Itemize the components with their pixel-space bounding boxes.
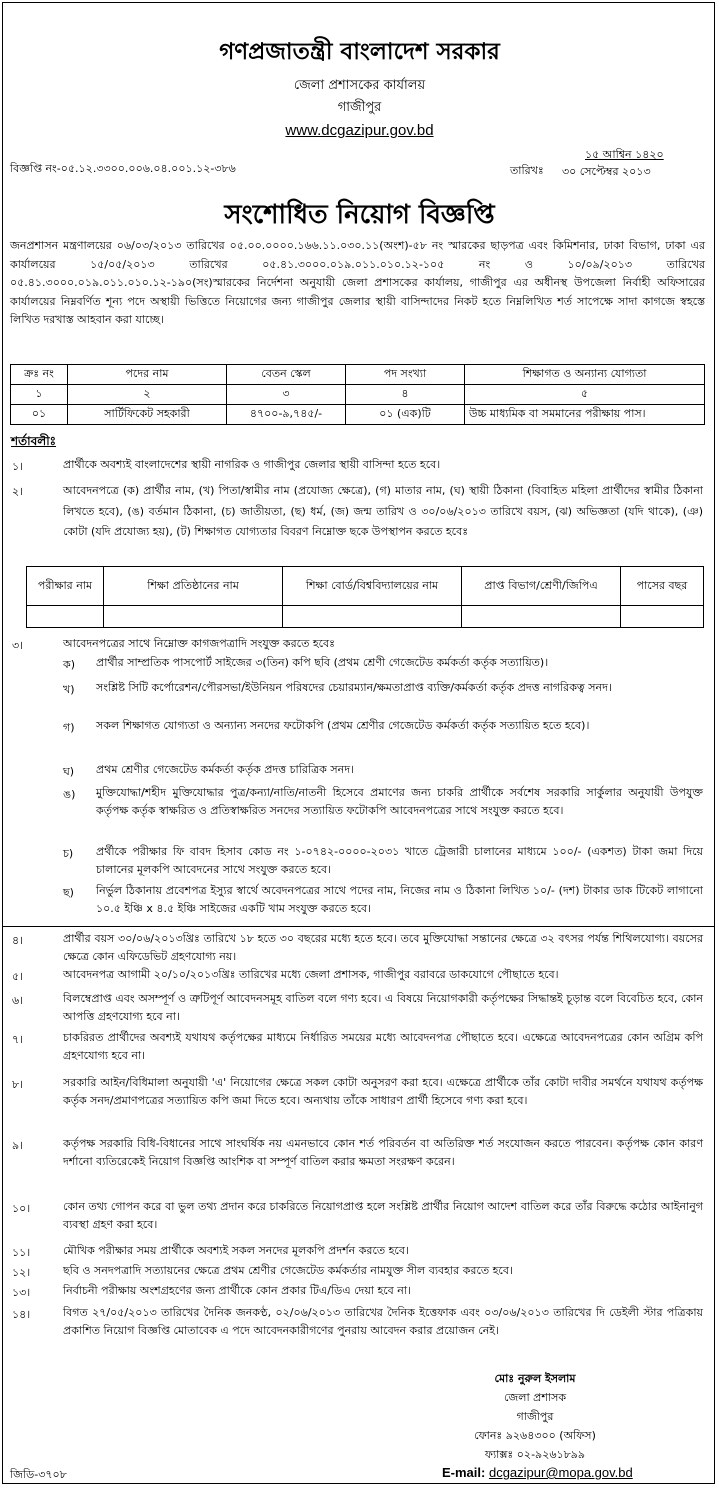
table-header-row bbox=[27, 567, 704, 606]
table-cell: ৩ bbox=[227, 385, 346, 405]
reference-number: বিজ্ঞপ্তি নং-০৫.১২.৩৩০০.০০৬.০৪.০০১.১২-৩৮৬ bbox=[10, 162, 236, 175]
signatory-name: মোঃ নুরুল ইসলাম bbox=[494, 1372, 576, 1385]
table-header-cell: প্রাপ্ত বিভাগ/শ্রেণী/জিপিএ bbox=[462, 567, 621, 606]
table-cell: ০১ (এক)টি bbox=[346, 405, 465, 425]
table-header-cell: পরীক্ষার নাম bbox=[27, 567, 104, 606]
term-text: বিগত ২৭/০৫/২০১৩ তারিখের দৈনিক জনকণ্ঠ, ০২/০৬/২০১৩ তারিখের দৈনিক ইত্তেফাক এবং ০৩/০৬/২০১৩ তারিখের দি ডেইলী স্টার পত্রিকায় প্রকাশিত নিয়োগ বিজ্ঞপ্তি মোতাবেক এ পদে আবেদনকারীগণের পুনরায় আবেদন করার প্রয়োজন নেই। bbox=[63, 1306, 703, 1337]
term-text: বিলম্বেপ্রাপ্ত এবং অসম্পূর্ণ ও ত্রুটিপূর্ণ আবেদনসমূহ বাতিল বলে গণ্য হবে। এ বিষয়ে নিয়োগকারী কর্তৃপক্ষের সিদ্ধান্তই চূড়ান্ত বলে বিবেচিত হবে, কোন আপত্তি গ্রহণযোগ্য হবে না। bbox=[63, 992, 703, 1023]
divider bbox=[2, 926, 715, 927]
website-link[interactable]: www.dcgazipur.gov.bd bbox=[285, 122, 434, 139]
term-number: ৫। bbox=[12, 970, 24, 983]
table-header-cell: পদ সংখ্যা bbox=[346, 365, 465, 385]
document-text: সংশ্লিষ্ট সিটি কর্পোরেশন/পৌরসভা/ইউনিয়ন পরিষদের চেয়ারম্যান/ক্ষমতাপ্রাপ্ত ব্যক্তি/কর্মকর্তা কর্তৃক প্রদত্ত নাগরিকত্ব সনদ। bbox=[96, 681, 612, 694]
table-cell: সার্টিফিকেট সহকারী bbox=[68, 405, 227, 425]
table-number-row bbox=[11, 385, 705, 405]
term-text: প্রার্থীকে অবশ্যই বাংলাদেশের স্থায়ী নাগরিক ও গাজীপুর জেলার স্থায়ী বাসিন্দা হতে হবে। bbox=[63, 458, 441, 471]
signatory-phone: ফোনঃ ৯২৬৪৩০০ (অফিস) bbox=[474, 1429, 596, 1442]
document-number: ছ) bbox=[63, 886, 74, 899]
table-row bbox=[11, 405, 705, 425]
education-table bbox=[26, 566, 704, 628]
intro-paragraph: জনপ্রশাসন মন্ত্রণালয়ের ০৬/০৩/২০১৩ তারিখের ০৫.০০.০০০০.১৬৬.১১.০৩০.১১(অংশ)-৫৮ নং স্মারকের ছাড়পত্র এবং কিমিশনার, ঢাকা বিভাগ, ঢাকা এর কার্যালয়ের ১৫/০৫/২০১৩ তারিখের ০৫.৪১.৩০০০.০১৯.০১১.০১০.১২-১০৫ নং ও ১০/০৯/২০১৩ তারিখের ০৫.৪১.৩০০০.০১৯.০১১.০১০.১২-১৯০(সং)স্মারকের নির্দেশনা অনুযায়ী জেলা প্রশাসকের কার্যালয়, গাজীপুর এর অধীনস্থ উপজেলা নির্বাহী অফিসারের কার্যালয়ের নিম্নবর্ণিত শূন্য পদে অস্থায়ী ভিত্তিতে নিয়োগের জন্য গাজীপুর জেলার স্থায়ী বাসিন্দাদের নিকট হতে নিম্নলিখিত শর্ত সাপেক্ষে সাদা কাগজে স্বহস্তে লিখিত দরখাস্ত আহবান করা যাচ্ছে। bbox=[10, 239, 705, 326]
table-header-row bbox=[11, 365, 705, 385]
term-text: কোন তথ্য গোপন করে বা ভুল তথ্য প্রদান করে চাকরিতে নিয়োগপ্রাপ্ত হলে সংশ্লিষ্ট প্রার্থীর নিয়োগ আদেশ বাতিল করে তাঁর বিরুদ্ধে কঠোর আইনানুগ ব্যবস্থা গ্রহণ করা হবে। bbox=[63, 1200, 703, 1231]
term-number: ২। bbox=[12, 485, 24, 498]
table-header-cell: পাসের বছর bbox=[621, 567, 704, 606]
table-header-cell: শিক্ষা বোর্ড/বিশ্ববিদ্যালয়ের নাম bbox=[283, 567, 462, 606]
email-line bbox=[442, 1465, 633, 1480]
document-number: গ) bbox=[63, 721, 75, 734]
table-cell bbox=[462, 606, 621, 628]
table-cell bbox=[104, 606, 283, 628]
signatory-city: গাজীপুর bbox=[516, 1410, 554, 1423]
document-text: প্রর্থীকে পরীক্ষার ফি বাবদ হিসাব কোড নং ১-০৭৪২-০০০০-২০৩১ খাতে ট্রেজারী চালানের মাধ্যমে ১০০/- (একশত) টাকা জমা দিয়ে চালানের মূলকপি আবেদনের সাথে সংযুক্ত করতে হবে। bbox=[96, 845, 703, 876]
document-text: প্রথম শ্রেণীর গেজেটেড কর্মকর্তা কর্তৃক প্রদত্ত চারিত্রিক সনদ। bbox=[96, 763, 354, 776]
office-city: গাজীপুর bbox=[337, 100, 382, 115]
term-number: ৩। bbox=[12, 639, 24, 652]
term-number: ৮। bbox=[12, 1078, 24, 1091]
term-text: আবেদনপত্রের সাথে নিম্নোক্ত কাগজপত্রাদি সংযুক্ত করতে হবেঃ bbox=[63, 637, 336, 650]
term-number: ১৪। bbox=[12, 1308, 31, 1321]
term-text: ছবি ও সনদপত্রাদি সত্যায়নের ক্ষেত্রে প্রথম শ্রেণীর গেজেটেড কর্মকর্তার নামযুক্ত সীল ব্যবহার করতে হবে। bbox=[63, 1264, 513, 1277]
notice-title: সংশোধিত নিয়োগ বিজ্ঞপ্তি bbox=[224, 200, 495, 230]
table-cell: ০১ bbox=[11, 405, 68, 425]
email-link[interactable]: dcgazipur@mopa.gov.bd bbox=[488, 1465, 633, 1480]
table-header-cell: বেতন স্কেল bbox=[227, 365, 346, 385]
document-text: প্রার্থীর সাম্প্রতিক পাসপোর্ট সাইজের ৩(তিন) কপি ছবি (প্রথম শ্রেণী গেজেটেড কর্মকর্তা কর্তৃক সত্যায়িত)। bbox=[96, 656, 549, 669]
table-header-cell: পদের নাম bbox=[68, 365, 227, 385]
term-text: মৌখিক পরীক্ষার সময় প্রার্থীকে অবশ্যই সকল সনদের মূলকপি প্রদর্শন করতে হবে। bbox=[63, 1244, 409, 1257]
document-text: নির্ভুল ঠিকানায় প্রবেশপত্র ইস্যুর স্বার্থে অবেদনপত্রের সাথে পদের নাম, নিজের নাম ও ঠিকানা লিখিত ১০/- (দশ) টাকার ডাক টিকেট লাগানো ১০.৫ ইঞ্চি x ৪.৫ ইঞ্চি সাইজের একটি খাম সংযুক্ত করতে হবে। bbox=[96, 884, 703, 915]
gd-number: জিডি-৩৭০৮ bbox=[10, 1468, 67, 1481]
date-bangla: ১৫ আশ্বিন ১৪২০ bbox=[585, 148, 664, 161]
term-number: ৬। bbox=[12, 994, 24, 1007]
document-number: ঙ) bbox=[63, 788, 76, 801]
document-number: ঘ) bbox=[63, 765, 75, 778]
term-text: চাকরিরত প্রার্থীদের অবশ্যই যথাযথ কর্তৃপক্ষের মাধ্যমে নির্ধারিত সময়ের মধ্যে আবেদনপত্র পৌছাতে হবে। এক্ষেত্রে আবেদনপত্রের কোন অগ্রিম কপি গ্রহণযোগ্য হবে না। bbox=[63, 1031, 703, 1062]
term-number: ১২। bbox=[12, 1266, 31, 1279]
signatory-fax: ফ্যাক্সঃ ০২-৯২৬১৮৯৯ bbox=[484, 1448, 586, 1461]
term-number: ৯। bbox=[12, 1139, 24, 1152]
document-number: খ) bbox=[63, 683, 75, 696]
government-name: গণপ্রজাতন্ত্রী বাংলাদেশ সরকার bbox=[219, 39, 500, 65]
term-number: ৪। bbox=[12, 934, 24, 947]
email-label: E-mail: bbox=[442, 1465, 489, 1480]
table-cell: ২ bbox=[68, 385, 227, 405]
term-text: নির্বাচনী পরীক্ষায় অংশগ্রহণের জন্য প্রার্থীকে কোন প্রকার টিএ/ডিএ দেয়া হবে না। bbox=[63, 1284, 411, 1297]
term-text: আবেদনপত্র আগামী ২০/১০/২০১৩খ্রিঃ তারিখের মধ্যে জেলা প্রশাসক, গাজীপুর বরাবরে ডাকযোগে পৌছাতে হবে। bbox=[63, 968, 559, 981]
table-cell bbox=[621, 606, 704, 628]
term-text: প্রার্থীর বয়স ৩০/০৬/২০১৩খ্রিঃ তারিখে ১৮ হতে ৩০ বছরের মধ্যে হতে হবে। তবে মুক্তিযোদ্ধা সন্তানের ক্ষেত্রে ৩২ বৎসর পর্যন্ত শিথিলযোগ্য। বয়সের ক্ষেত্রে কোন এফিডেভিট গ্রহণযোগ্য নয়। bbox=[63, 932, 703, 963]
term-number: ১০। bbox=[12, 1202, 31, 1215]
term-number: ১৩। bbox=[12, 1286, 31, 1299]
term-number: ১১। bbox=[12, 1246, 31, 1259]
table-cell bbox=[27, 606, 104, 628]
table-cell: ৪ bbox=[346, 385, 465, 405]
date-label: তারিখঃ bbox=[510, 164, 544, 177]
post-table bbox=[10, 364, 705, 425]
table-header-cell: ক্রঃ নং bbox=[11, 365, 68, 385]
term-text: আবেদনপত্রে (ক) প্রার্থীর নাম, (খ) পিতা/স্বামীর নাম (প্রযোজ্য ক্ষেত্রে), (গ) মাতার নাম, (ঘ) স্থায়ী ঠিকানা (বিবাহিত মহিলা প্রার্থীদের স্বামীর ঠিকানা লিখতে হবে), (ঙ) বর্তমান ঠিকানা, (চ) জাতীয়তা, (ছ) ধর্ম, (জ) জন্ম তারিখ ও ৩০/০৬/২০১৩ তারিখে বয়স, (ঝ) অভিজ্ঞতা (যদি থাকে), (ঞ) কোটা (যদি প্রযোজ্য হয়), (ট) শিক্ষাগত যোগ্যতার বিবরণ নিম্নোক্ত ছকে উপস্থাপন করতে হবেঃ bbox=[63, 484, 703, 538]
office-name: জেলা প্রশাসকের কার্যালয় bbox=[293, 78, 426, 93]
table-cell: উচ্চ মাধ্যমিক বা সমমানের পরীক্ষায় পাস। bbox=[465, 405, 705, 425]
terms-heading: শর্তাবলীঃ bbox=[11, 434, 57, 448]
term-number: ১। bbox=[12, 460, 24, 473]
document-text: মুক্তিযোদ্ধা/শহীদ মুক্তিযোদ্ধার পুত্র/কন্যা/নাতি/নাতনী হিসেবে প্রমাণের জন্য চাকরি প্রার্থীকে সর্বশেষ সরকারি সার্কুলার অনুযায়ী উপযুক্ত কর্তৃপক্ষ কর্তৃক স্বাক্ষরিত ও প্রতিস্বাক্ষরিত সনদের সত্যায়িত ফটোকপি আবেদনপত্রের সাথে সংযুক্ত করতে হবে। bbox=[96, 786, 703, 817]
table-cell: ৪৭০০-৯,৭৪৫/- bbox=[227, 405, 346, 425]
table-cell bbox=[283, 606, 462, 628]
document-text: সকল শিক্ষাগত যোগ্যতা ও অন্যান্য সনদের ফটোকপি (প্রথম শ্রেণীর গেজেটেড কর্মকর্তা কর্তৃক সত্যায়িত হতে হবে)। bbox=[96, 719, 590, 732]
signatory-designation: জেলা প্রশাসক bbox=[503, 1391, 567, 1404]
table-row bbox=[27, 606, 704, 628]
table-header-cell: শিক্ষাগত ও অন্যান্য যোগ্যতা bbox=[465, 365, 705, 385]
table-header-cell: শিক্ষা প্রতিষ্ঠানের নাম bbox=[104, 567, 283, 606]
document-number: ক) bbox=[63, 658, 75, 671]
document-number: চ) bbox=[63, 847, 74, 860]
table-cell: ৫ bbox=[465, 385, 705, 405]
date-english: ৩০ সেপ্টেম্বর ২০১৩ bbox=[562, 165, 651, 178]
term-text: সরকারি আইন/বিধিমালা অনুযায়ী 'এ' নিয়োগের ক্ষেত্রে সকল কোটা অনুসরণ করা হবে। এক্ষেত্রে প্রার্থীকে তাঁর কোটা দাবীর সমর্থনে যথাযথ কর্তৃপক্ষ কর্তৃক সনদ/প্রমাণপত্রের সত্যায়িত কপি জমা দিতে হবে। অন্যথায় তাঁকে সাধারণ প্রার্থী হিসেবে গণ্য করা হবে। bbox=[63, 1076, 703, 1107]
table-cell: ১ bbox=[11, 385, 68, 405]
term-number: ৭। bbox=[12, 1033, 24, 1046]
term-text: কর্তৃপক্ষ সরকারি বিধি-বিধানের সাথে সাংঘর্ষিক নয় এমনভাবে কোন শর্ত পরিবর্তন বা অতিরিক্ত শর্ত সংযোজন করতে পারবেন। কর্তৃপক্ষ কোন কারণ দর্শানো ব্যতিরেকেই নিয়োগ বিজ্ঞপ্তি আংশিক বা সম্পূর্ণ বাতিল করার ক্ষমতা সংরক্ষণ করেন। bbox=[63, 1137, 703, 1168]
